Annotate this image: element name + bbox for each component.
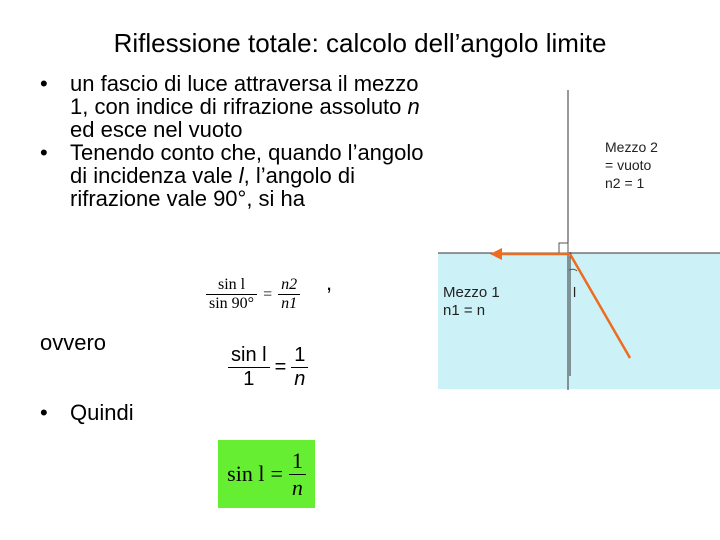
bullet-2-text-a: Tenendo conto che, quando l’angolo di incidenza vale bbox=[70, 140, 424, 188]
right-angle-marker bbox=[559, 243, 568, 253]
eq3-left: sin l bbox=[227, 461, 265, 486]
eq1-den-left: sin 90° bbox=[209, 295, 255, 312]
eq2-den-left: 1 bbox=[243, 368, 255, 390]
quindi-label: Quindi bbox=[70, 400, 134, 425]
bullet-1-text-b: ed esce nel vuoto bbox=[70, 117, 243, 142]
eq1-num-left: sin l bbox=[217, 276, 246, 293]
eq1-equals: = bbox=[263, 285, 273, 303]
bullet-2-l: l bbox=[238, 163, 244, 188]
slide-title: Riflessione totale: calcolo dell’angolo limite bbox=[113, 28, 607, 58]
ovvero-label: ovvero bbox=[40, 330, 107, 355]
bullet-1-text-a: un fascio di luce attraversa il mezzo 1, con indice di rifrazione assoluto bbox=[70, 71, 419, 119]
eq1-num-right: n2 bbox=[281, 276, 298, 293]
eq1-den-right: n1 bbox=[281, 295, 298, 312]
eq2-num-left: sin l bbox=[231, 344, 267, 366]
angle-label: l bbox=[573, 284, 577, 300]
eq2-num-right: 1 bbox=[294, 344, 306, 366]
eq3-equals: = bbox=[270, 461, 283, 486]
eq3-den: n bbox=[291, 474, 303, 500]
mezzo-1-line2: n1 = n bbox=[443, 302, 486, 319]
mezzo-2-line2: = vuoto bbox=[605, 157, 652, 173]
mezzo-2-label bbox=[605, 138, 658, 192]
mezzo-1-line1: Mezzo 1 bbox=[443, 284, 500, 301]
mezzo-1-label bbox=[443, 284, 500, 320]
bullet-dot-icon: • bbox=[40, 71, 48, 96]
eq2-equals: = bbox=[274, 356, 287, 378]
comma: , bbox=[326, 270, 333, 295]
mezzo-2-line3: n2 = 1 bbox=[605, 175, 645, 191]
bullet-dot-icon: • bbox=[40, 140, 48, 165]
bullet-2-text-b: , l’angolo di rifrazione vale 90°, si ha bbox=[70, 163, 355, 211]
mezzo-2-line1: Mezzo 2 bbox=[605, 139, 658, 155]
bullet-dot-icon: • bbox=[40, 400, 48, 425]
medium-1-water bbox=[438, 253, 720, 389]
eq3-num: 1 bbox=[291, 447, 303, 473]
eq2-den-right: n bbox=[294, 368, 306, 390]
bullet-1-n: n bbox=[407, 94, 420, 119]
